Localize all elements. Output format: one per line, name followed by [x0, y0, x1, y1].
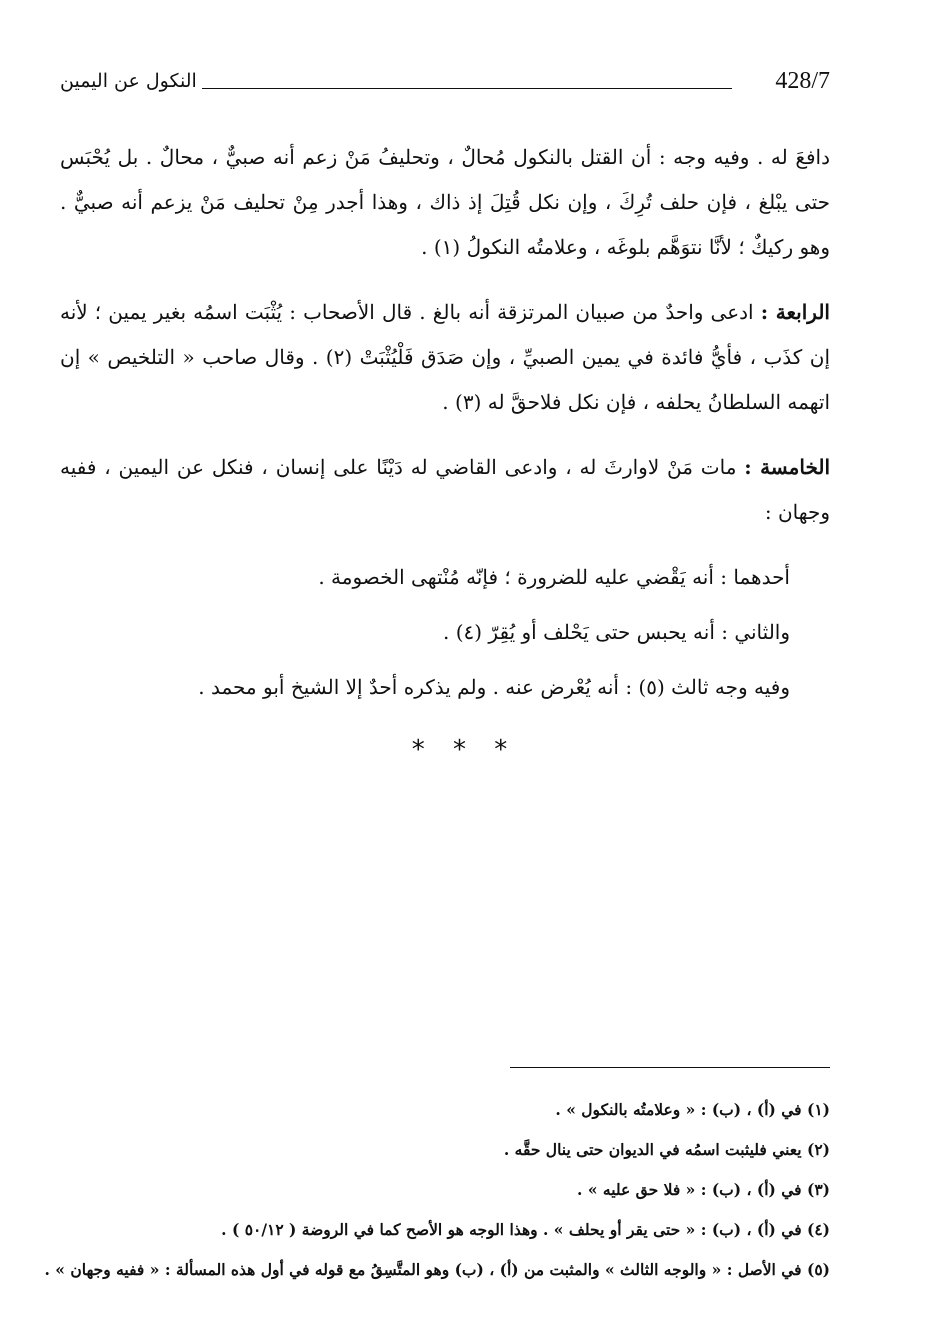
paragraph-1: دافعَ له . وفيه وجه : أن القتل بالنكول مُحالٌ ، وتحليفُ مَنْ زعم أنه صبيٌّ ، محالٌ . بل يُحْبَس حتى يبْلغ ، فإن حلف تُرِكَ ، وإن نكل قُتِلَ إذ ذاك ، وهذا أجدر مِنْ تحليف مَنْ يزعم أنه صبيٌّ . وهو ركيكٌ ؛ لأنَّا نتوَهَّم بلوغَه ، وعلامتُه النكولُ (١) . — [60, 145, 830, 259]
footnote-1: (١) في (أ) ، (ب) : « وعلامتُه بالنكول » . — [555, 1100, 830, 1119]
footnote-4: (٤) في (أ) ، (ب) : « حتى يقر أو يحلف » . وهذا الوجه هو الأصح كما في الروضة ( ٥٠/١٢ ) . — [221, 1220, 830, 1239]
paragraph-2-text: ادعى واحدٌ من صبيان المرتزقة أنه بالغ . قال الأصحاب : يُثْبَت اسمُه بغير يمين ؛ لأنه إن كذَب ، فأيُّ فائدة في يمين الصبيِّ ، وإن صَدَق فَلْيُثْبَتْ (٢) . وقال صاحب « التلخيص » إن اتهمه السلطانُ يحلفه ، فإن نكل فلاحقَّ له (٣) . — [60, 300, 830, 414]
paragraph-2-lead: الرابعة : — [760, 300, 830, 324]
footnotes — [44, 1090, 830, 1290]
footnote-2: (٢) يعني فليثبت اسمُه في الديوان حتى ينال حقَّه . — [503, 1140, 830, 1159]
option-3: وفيه وجه ثالث (٥) : أنه يُعْرض عنه . ولم يذكره أحدٌ إلا الشيخ أبو محمد . — [198, 675, 790, 699]
footnote-rule — [510, 1067, 830, 1068]
paragraph-3-lead: الخامسة : — [744, 455, 831, 479]
running-title: النكول عن اليمين — [60, 70, 197, 92]
option-2: والثاني : أنه يحبس حتى يَحْلف أو يُقِرّ (٤) . — [442, 620, 790, 644]
header-rule — [202, 88, 732, 89]
paragraph-3 — [60, 445, 830, 535]
footnote-5: (٥) في الأصل : « والوجه الثالث » والمثبت من (أ) ، (ب) وهو المتَّسِقُ مع قوله في أول هذه المسألة : « ففيه وجهان » . — [44, 1260, 830, 1279]
page-number: 428/7 — [775, 68, 830, 94]
main-text — [60, 135, 830, 720]
option-1: أحدهما : أنه يَقْضي عليه للضرورة ؛ فإنّه مُنْتهى الخصومة . — [318, 565, 790, 589]
paragraph-3-text: مات مَنْ لاوارثَ له ، وادعى القاضي له دَيْنًا على إنسان ، فنكل عن اليمين ، ففيه وجهان : — [60, 455, 830, 524]
footnote-3: (٣) في (أ) ، (ب) : « فلا حق عليه » . — [577, 1180, 830, 1199]
page-header — [60, 68, 830, 104]
paragraph-2 — [60, 290, 830, 425]
section-separator: * * * — [411, 735, 518, 765]
